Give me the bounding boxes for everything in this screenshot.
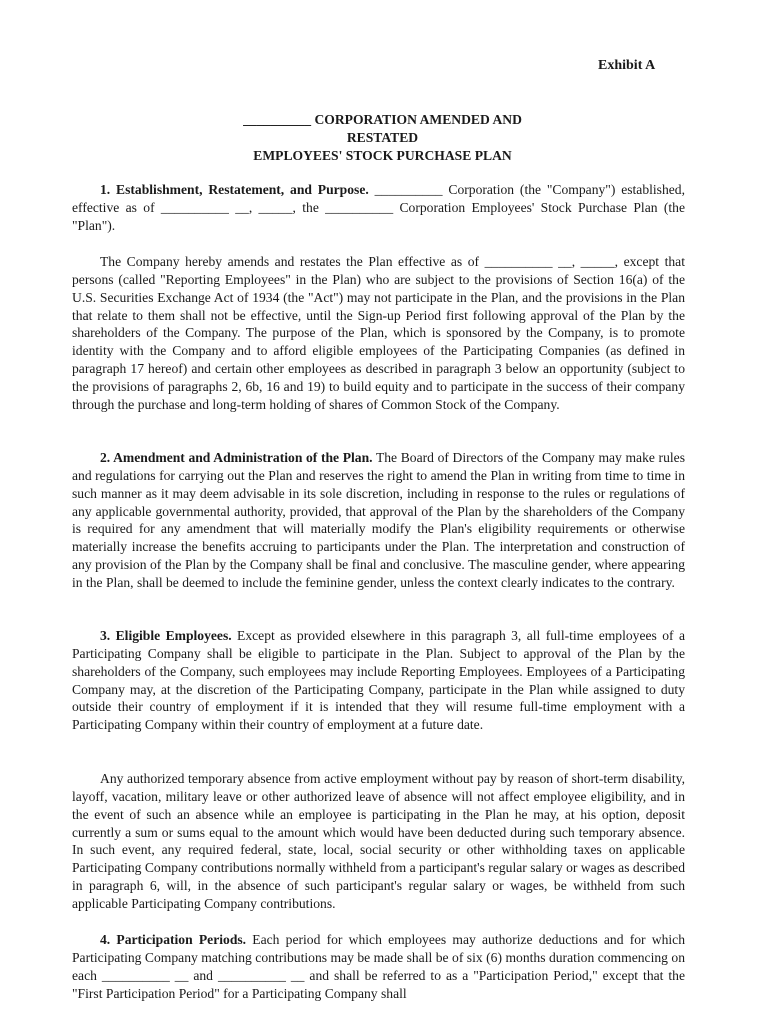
- section-2-body: The Board of Directors of the Company may make rules and regulations for carrying out the Plan and reserves the right to amend the Plan in writing from time to time in such manner as it may deem advisable in its sole discretion, including in response to the rules or regulations of any applicable governmental authority, provided, that approval of the Plan by the shareholders of the Company is required for any amendment that will materially modify the Plan's eligibility requirements or otherwise materially increase the benefits accruing to participants under the Plan. The interpretation and construction of any provision of the Plan by the Company shall be final and conclusive. The masculine gender, where appearing in the Plan, shall be deemed to include the feminine gender, unless the context clearly indicates to the contrary.: [72, 450, 685, 590]
- section-1-body: __________ Corporation (the "Company") established, effective as of __________ __, _____, the __________ Corporation Employees' Stock Purchase Plan (the "Plan").: [72, 182, 685, 233]
- section-2-amendment: [72, 449, 685, 592]
- section-3-body: Except as provided elsewhere in this paragraph 3, all full-time employees of a Participating Company shall be eligible to participate in the Plan. Subject to approval of the Plan by the shareholders of the Company, such employees may include Reporting Employees. Employees of a Participating Company may, at the discretion of the Participating Company, participate in the Plan while assigned to duty outside their country of employment if it is intended that they will resume full-time employment with a Participating Company within their country of employment at a future date.: [72, 628, 685, 733]
- section-2-paragraph: [72, 449, 685, 592]
- section-3-heading: 3. Eligible Employees.: [100, 628, 232, 643]
- section-1-paragraph: [72, 181, 685, 235]
- section-1-restatement-paragraph: [72, 253, 685, 414]
- section-4-heading: 4. Participation Periods.: [100, 932, 247, 947]
- title-line-2: RESTATED: [346, 130, 419, 145]
- exhibit-label: Exhibit A: [598, 58, 656, 73]
- section-3-paragraph-2: Any authorized temporary absence from active employment without pay by reason of short-term disability, layoff, vacation, military leave or other authorized leave of absence will not affect employee eligibility, and in the event of such an absence while an employee is participating in the Plan he may, at his option, deposit currently a sum or sums equal to the amount which would have been deducted during such temporary absence. In such event, any required federal, state, local, social security or other withholding taxes on applicable Participating Company contributions normally withheld from a participant's regular salary or wages as described in paragraph 6, will, in the absence of such participant's regular salary or wages, be withheld from such applicable Participating Company contributions.: [72, 771, 685, 911]
- section-1-establishment: [72, 181, 685, 235]
- section-4-body: Each period for which employees may authorize deductions and for which Participating Company matching contributions may be made shall be of six (6) months duration commencing on each __________ __ and __________ __ and shall be referred to as a "Participation Period," except that the "First Participation Period" for a Participating Company shall: [72, 932, 686, 1001]
- section-3-paragraph: [72, 627, 685, 734]
- section-3-eligible-employees: [72, 627, 685, 734]
- section-4-paragraph: [72, 931, 685, 1002]
- document-title: [200, 111, 565, 165]
- section-1-paragraph-2: The Company hereby amends and restates the Plan effective as of __________ __, _____, except that persons (called "Reporting Employees" in the Plan) who are subject to the provisions of Section 16(a) of the U.S. Securities Exchange Act of 1934 (the "Act") may not participate in the Plan, and the provisions in the Plan that relate to them shall not be effective, until the Sign-up Period first following approval of the Plan by the shareholders of the Company. The purpose of the Plan, which is sponsored by the Company, is to promote identity with the Company and to afford eligible employees of the Participating Companies (as defined in paragraph 17 hereof) and certain other employees as described in paragraph 3 below an opportunity (subject to the provisions of paragraphs 2, 6b, 16 and 19) to build equity and to participate in the success of their company through the purchase and long-term holding of shares of Common Stock of the Company.: [72, 254, 685, 412]
- title-line-1: __________ CORPORATION AMENDED AND: [243, 112, 522, 127]
- title-line-3: EMPLOYEES' STOCK PURCHASE PLAN: [253, 148, 512, 163]
- section-1-heading: 1. Establishment, Restatement, and Purpose.: [100, 182, 369, 197]
- section-2-heading: 2. Amendment and Administration of the Plan.: [100, 450, 373, 465]
- section-4-participation-periods: [72, 931, 685, 1002]
- section-3-absence-paragraph: [72, 770, 685, 913]
